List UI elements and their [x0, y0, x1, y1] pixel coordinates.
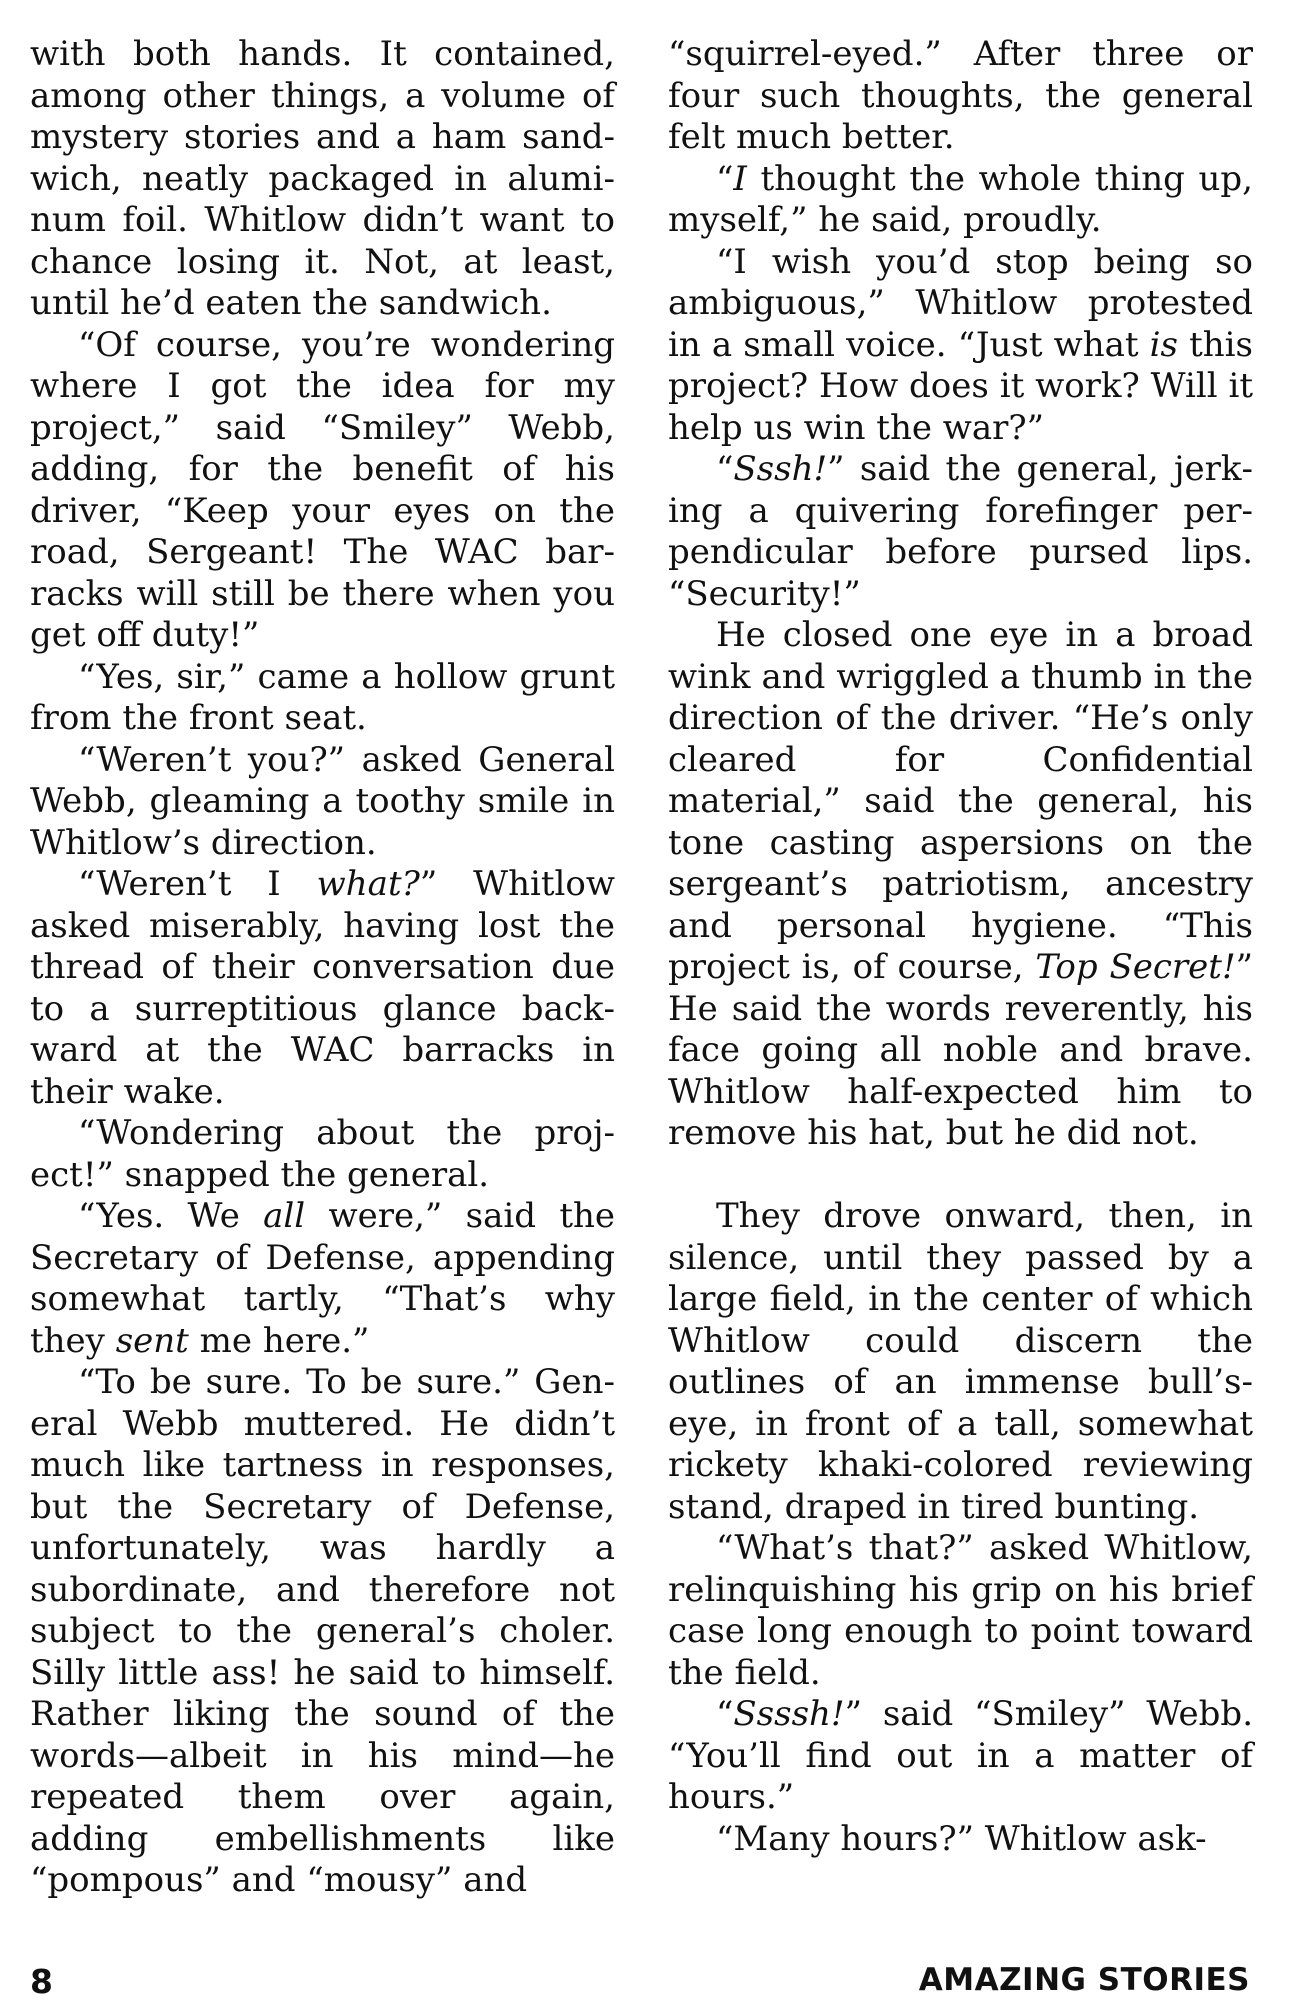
- paragraph: “What’s that?” asked Whitlow, relinquishing his grip on his brief case long enough to point toward the field.: [668, 1528, 1253, 1693]
- right-column: [668, 34, 1253, 1860]
- paragraph: “Many hours?” Whitlow ask-: [716, 1818, 1207, 1859]
- paragraph: “I wish you’d stop being so ambiguous,” Whitlow protested in a small voice. “Just what is this project? How does it work? Will it help us win the war?”: [668, 241, 1253, 448]
- paragraph: “Wondering about the project!” snapped the general.: [30, 1113, 615, 1195]
- paragraph: “Yes. We all were,” said the Secretary of Defense, appending somewhat tartly, “That’s why they sent me here.”: [30, 1196, 616, 1361]
- paragraph: “squirrel-eyed.” After three or four such thoughts, the general felt much better.: [668, 34, 1253, 157]
- paragraph: with both hands. It contained, among other things, a volume of mystery stories and a ham sandwich, neatly packaged in aluminum foil. Whitlow didn’t want to chance losing it. Not, at least, until he’d eaten the sandwich.: [30, 34, 615, 323]
- paragraph: “I thought the whole thing up, myself,” he said, proudly.: [668, 158, 1253, 240]
- paragraph: “Yes, sir,” came a hollow grunt from the front seat.: [30, 656, 615, 738]
- paragraph: “To be sure. To be sure.” General Webb muttered. He didn’t much like tartness in responses, but the Secretary of Defense, unfortunately, was hardly a subordinate, and therefore not subject to the general’s choler. Silly little ass! he said to himself. Rather liking the sound of the words—albeit in his mind—he repeated them over again, adding embellishments like “pompous” and “mousy” and: [30, 1362, 615, 1900]
- paragraph: He closed one eye in a broad wink and wriggled a thumb in the direction of the driver. “He’s only cleared for Confidential material,” said the general, his tone casting aspersions on the sergeant’s patriotism, ancestry and personal hygiene. “This project is, of course, Top Secret!” He said the words reverently, his face going all noble and brave. Whitlow half-expected him to remove his hat, but he did not.: [668, 615, 1253, 1153]
- paragraph: “Of course, you’re wondering where I got the idea for my project,” said “Smiley” Webb, adding, for the benefit of his driver, “Keep your eyes on the road, Sergeant! The WAC barracks will still be there when you get off duty!”: [30, 324, 615, 655]
- left-column: [30, 34, 615, 1902]
- paragraph: “Sssh!” said the general, jerking a quivering forefinger perpendicular before pursed lips. “Security!”: [668, 449, 1253, 614]
- magazine-title: AMAZING STORIES: [918, 1962, 1250, 1998]
- paragraph: They drove onward, then, in silence, until they passed by a large field, in the center of which Whitlow could discern the outlines of an immense bull’s-eye, in front of a tall, somewhat rickety khaki-colored reviewing stand, draped in tired bunting.: [668, 1196, 1253, 1527]
- paragraph: “Weren’t I what?” Whitlow asked miserably, having lost the thread of their conversation due to a surreptitious glance backward at the WAC barracks in their wake.: [30, 864, 615, 1112]
- paragraph: “Ssssh!” said “Smiley” Webb. “You’ll find out in a matter of hours.”: [668, 1694, 1253, 1817]
- page-number: 8: [30, 1962, 53, 2001]
- paragraph: “Weren’t you?” asked General Webb, gleaming a toothy smile in Whitlow’s direction.: [30, 739, 615, 863]
